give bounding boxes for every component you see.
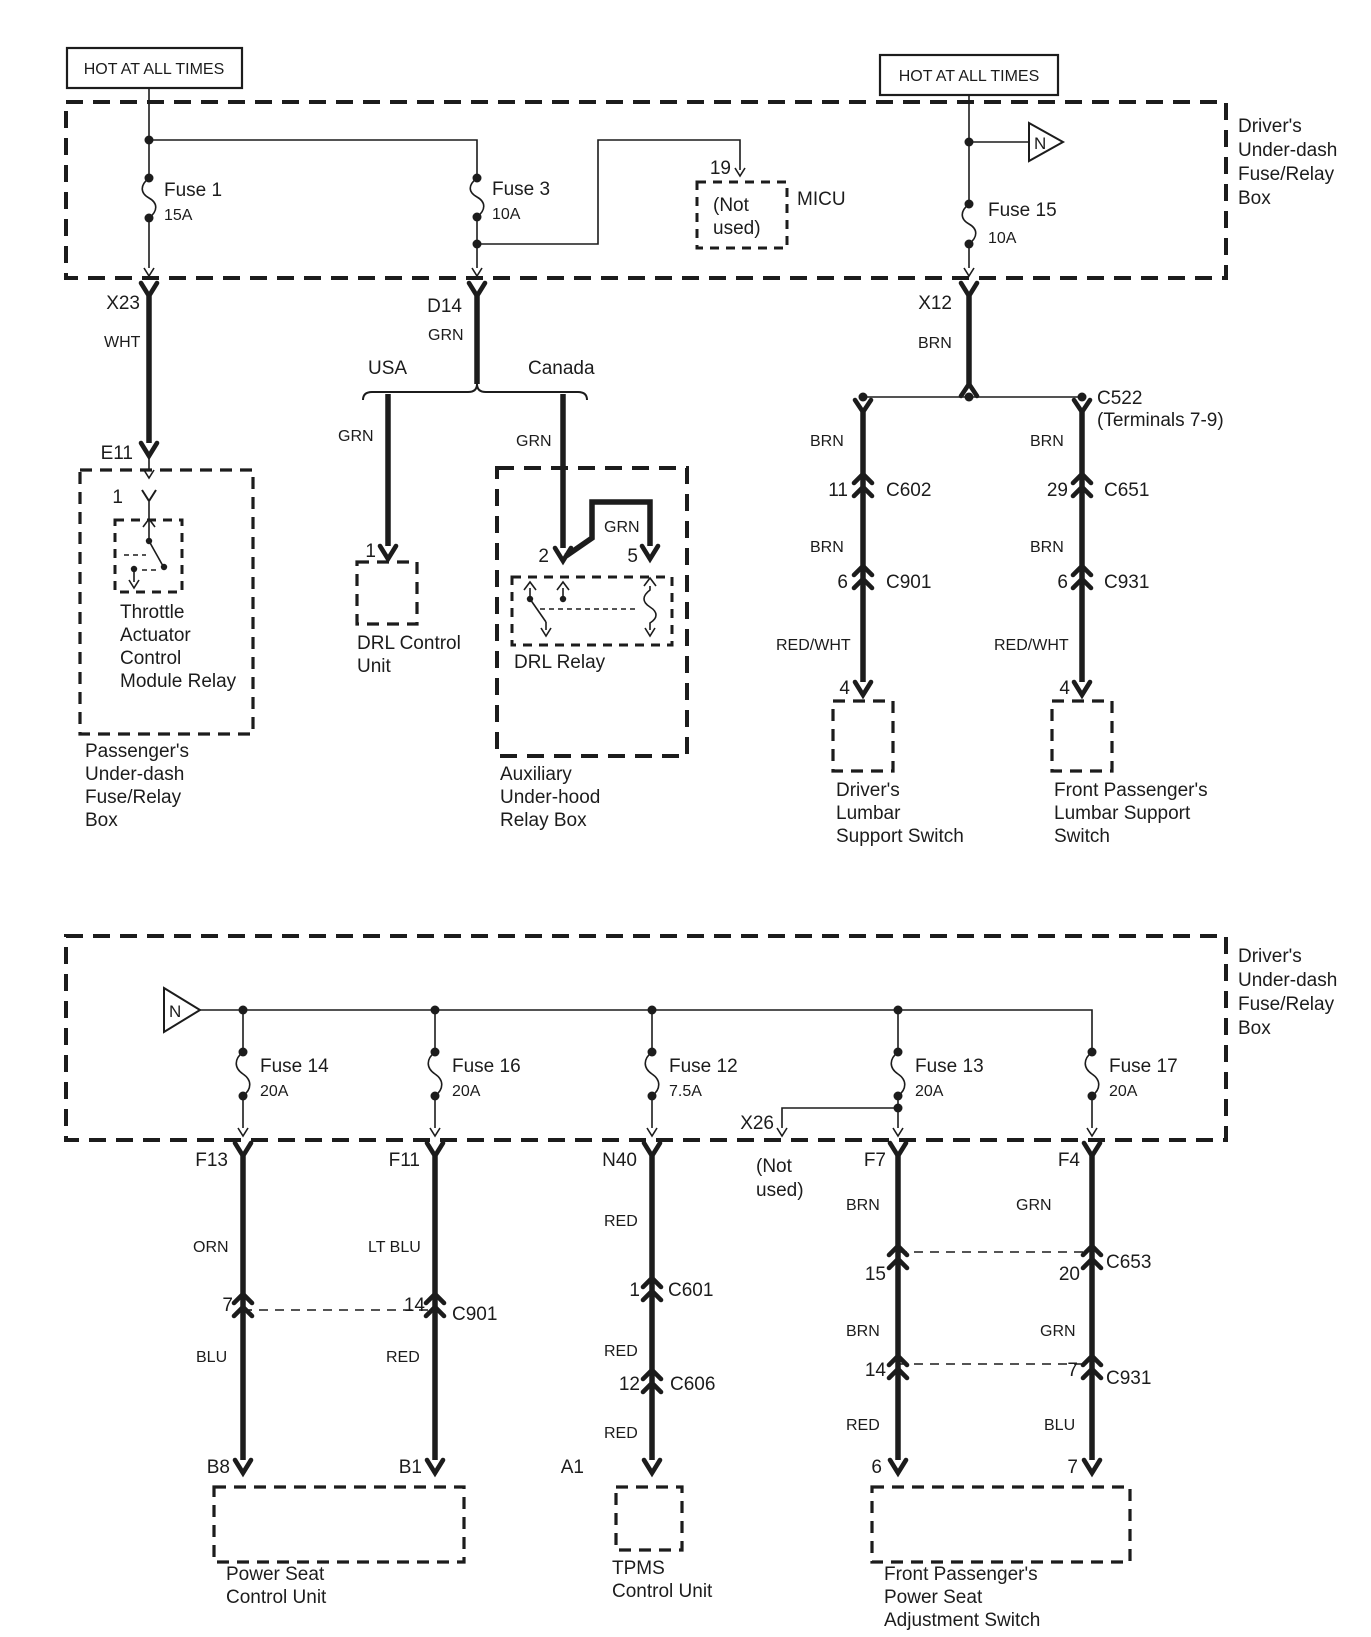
x12-label: X12 (918, 293, 952, 314)
drl-unit-label-2: Unit (357, 656, 391, 677)
usa-canada-brace-icon (363, 384, 587, 400)
svg-text:Module Relay: Module Relay (120, 671, 237, 692)
fuse14 (236, 1010, 329, 1136)
wire-color: ORN (193, 1239, 229, 1256)
micu-pin: 19 (709, 158, 731, 179)
fp-power-seat-switch (872, 1487, 1130, 1631)
svg-text:20A: 20A (260, 1083, 289, 1100)
aux-relay-box-label (500, 764, 600, 831)
passenger-lumbar-label-3: Switch (1054, 826, 1110, 847)
canada-label: Canada (528, 358, 595, 379)
fuse1-amp: 15A (164, 207, 193, 224)
passenger-lumbar-label-1: Front Passenger's (1054, 780, 1208, 801)
fuse3-symbol-icon (470, 178, 484, 217)
passenger-lumbar-label-2: Lumbar Support (1054, 803, 1191, 824)
connector-pin4-icon (855, 682, 871, 695)
fuse15-name: Fuse 15 (988, 200, 1057, 221)
c522-label-1: C522 (1097, 388, 1143, 409)
fuse12 (645, 1010, 737, 1136)
connector-branch-icon (855, 400, 871, 412)
top-fusebox-label-2: Under-dash (1238, 140, 1338, 161)
fuse15-branch (962, 95, 1063, 276)
x23-label: X23 (106, 293, 140, 314)
pin-label: 7 (1067, 1457, 1078, 1478)
pin-label: 6 (837, 572, 848, 593)
connector-pin7-icon (1084, 1460, 1100, 1473)
wire-color: BRN (810, 433, 844, 450)
arrow-down-icon (1087, 1128, 1097, 1136)
top-fusebox-label-1: Driver's (1238, 116, 1302, 137)
driver-lumbar-switch-box (833, 701, 893, 771)
svg-text:Auxiliary: Auxiliary (500, 764, 572, 785)
pin-label: 12 (618, 1374, 640, 1395)
connector-b1-icon (427, 1460, 443, 1473)
top-fusebox-label-4: Box (1238, 188, 1271, 209)
arrow-down-icon (238, 1128, 248, 1136)
svg-text:Fuse/Relay: Fuse/Relay (85, 787, 182, 808)
wire-color: BLU (196, 1349, 228, 1366)
arrow-down-icon (144, 268, 154, 276)
d14-branch (338, 283, 687, 831)
connector-label: C602 (886, 480, 932, 501)
connector-drl-unit-icon (380, 546, 396, 559)
wire-color: BRN (846, 1323, 880, 1340)
f7-column (846, 1143, 907, 1478)
svg-text:7.5A: 7.5A (669, 1083, 702, 1100)
connector-label: C901 (452, 1304, 498, 1325)
svg-text:Under-dash: Under-dash (85, 764, 185, 785)
connector-label: C653 (1106, 1252, 1152, 1273)
passenger-fusebox-label (85, 741, 189, 831)
pin-label: 1 (629, 1280, 640, 1301)
drl-relay-pin5: 5 (627, 546, 638, 567)
connector-label: C606 (670, 1374, 716, 1395)
f4-label: F4 (1057, 1150, 1080, 1171)
connector-branch-icon (1074, 400, 1090, 412)
pin-label: 14 (403, 1295, 425, 1316)
pin-label: 4 (1059, 678, 1070, 699)
f11-label: F11 (388, 1150, 420, 1171)
fuse3-name: Fuse 3 (492, 179, 551, 200)
fuse-symbol-icon (428, 1052, 442, 1096)
connector-a1-icon (644, 1460, 660, 1473)
connector-pin2-icon (555, 548, 571, 561)
connector-e11-icon (141, 443, 157, 456)
x23-branch (80, 283, 253, 831)
fuse16 (428, 1010, 520, 1136)
connector-f13-icon (235, 1143, 251, 1156)
relay-internals-icon (124, 502, 167, 588)
power-seat-control-unit (214, 1487, 464, 1608)
fuse13 (891, 1010, 983, 1136)
micu-notused-2: used) (713, 218, 761, 239)
connector-label: C931 (1106, 1368, 1152, 1389)
pin-label: 15 (864, 1264, 886, 1285)
svg-text:Under-dash: Under-dash (1238, 970, 1338, 991)
wire-color: RED (604, 1213, 638, 1230)
arrow-down-icon (430, 1128, 440, 1136)
pin-label: 6 (1057, 572, 1068, 593)
wire-color: GRN (1040, 1323, 1076, 1340)
tpms-control-unit (612, 1487, 713, 1602)
top-section (66, 48, 1337, 847)
wire-color: BRN (1030, 539, 1064, 556)
hot-at-all-times-left (67, 48, 242, 88)
wire-color: RED/WHT (776, 637, 851, 654)
hot-right-label: HOT AT ALL TIMES (898, 68, 1040, 85)
svg-text:20A: 20A (915, 1083, 944, 1100)
fuse-symbol-icon (891, 1052, 905, 1096)
svg-text:Box: Box (1238, 1018, 1271, 1039)
svg-text:Power Seat: Power Seat (884, 1587, 983, 1608)
arrow-down-icon (647, 1128, 657, 1136)
micu-label: MICU (797, 189, 846, 210)
driver-lumbar-label-3: Support Switch (836, 826, 964, 847)
svg-text:20A: 20A (452, 1083, 481, 1100)
e11-label: E11 (100, 443, 133, 464)
pin-label: 11 (828, 480, 848, 501)
connector-label: C931 (1104, 572, 1150, 593)
n40-column (561, 1143, 716, 1478)
pin-label: 4 (839, 678, 850, 699)
d14-wire-color: GRN (428, 327, 464, 344)
svg-text:Control Unit: Control Unit (226, 1587, 327, 1608)
pin-label: 29 (1046, 480, 1068, 501)
driver-lumbar-label-2: Lumbar (836, 803, 901, 824)
connector-pin6-icon (890, 1460, 906, 1473)
svg-text:Fuse 14: Fuse 14 (260, 1056, 329, 1077)
hot-left-label: HOT AT ALL TIMES (83, 61, 225, 78)
x12-wire-color: BRN (918, 335, 952, 352)
bottom-fusebox-border (66, 936, 1226, 1140)
loop-wire-color: GRN (604, 519, 640, 536)
svg-text:Fuse 17: Fuse 17 (1109, 1056, 1178, 1077)
connector-label: C901 (886, 572, 932, 593)
svg-text:Fuse/Relay: Fuse/Relay (1238, 994, 1335, 1015)
n-connector-letter: N (1034, 134, 1047, 153)
pin-label: 7 (1067, 1360, 1078, 1381)
svg-text:Control Unit: Control Unit (612, 1581, 713, 1602)
connector-label: C651 (1104, 480, 1150, 501)
bottom-bus-line (200, 1010, 1092, 1052)
fuse3-branch (470, 140, 845, 276)
svg-text:Passenger's: Passenger's (85, 741, 189, 762)
drl-relay-label: DRL Relay (514, 652, 606, 673)
connector-n40-icon (644, 1143, 660, 1156)
top-fusebox-border (66, 102, 1226, 278)
svg-text:Fuse 16: Fuse 16 (452, 1056, 521, 1077)
passenger-lumbar-column (994, 400, 1208, 847)
svg-text:Under-hood: Under-hood (500, 787, 601, 808)
wire-color: BRN (1030, 433, 1064, 450)
passenger-lumbar-switch-box (1052, 701, 1112, 771)
micu-notused-1: (Not (713, 195, 749, 216)
n-connector-letter: N (169, 1002, 182, 1021)
wire-color: BRN (846, 1197, 880, 1214)
tpms-box (616, 1487, 682, 1550)
fuse15-symbol-icon (962, 204, 976, 244)
wire-color: BRN (810, 539, 844, 556)
pin-label: 14 (864, 1360, 886, 1381)
throttle-relay-label (120, 602, 237, 692)
power-seat-box (214, 1487, 464, 1562)
pin-label: 7 (222, 1295, 233, 1316)
svg-text:TPMS: TPMS (612, 1558, 665, 1579)
c522-label-2: (Terminals 7-9) (1097, 410, 1224, 431)
fuse1-symbol-icon (142, 178, 156, 218)
svg-text:Driver's: Driver's (1238, 946, 1302, 967)
connector-pin4-icon (1074, 682, 1090, 695)
canada-wire-color: GRN (516, 433, 552, 450)
drl-relay-pin2: 2 (538, 546, 549, 567)
d14-label: D14 (427, 296, 462, 317)
usa-label: USA (368, 358, 408, 379)
connector-x23-icon (141, 283, 157, 296)
top-fusebox-label-3: Fuse/Relay (1238, 164, 1335, 185)
x26-label: X26 (740, 1113, 774, 1134)
fuse1-branch (142, 88, 477, 276)
wire-color: RED (386, 1349, 420, 1366)
svg-text:Actuator: Actuator (120, 625, 191, 646)
arrow-down-icon (472, 268, 482, 276)
arrow-down-icon (964, 268, 974, 276)
wire-color: LT BLU (368, 1239, 421, 1256)
relay-pin1: 1 (112, 487, 123, 508)
connector-f7-icon (890, 1143, 906, 1156)
connector-b8-icon (235, 1460, 251, 1473)
fuse3-amp: 10A (492, 206, 521, 223)
connector-f11-icon (427, 1143, 443, 1156)
svg-text:Power Seat: Power Seat (226, 1564, 325, 1585)
svg-text:Throttle: Throttle (120, 602, 185, 623)
x26-line (782, 1108, 898, 1128)
pin-label: 20 (1058, 1264, 1080, 1285)
driver-lumbar-label-1: Driver's (836, 780, 900, 801)
top-fusebox-label (1238, 116, 1337, 209)
usa-wire-color: GRN (338, 428, 374, 445)
f4-column (1016, 1143, 1151, 1478)
f13-column (193, 1143, 252, 1478)
fuse17 (1085, 1048, 1177, 1137)
fuse15-amp: 10A (988, 230, 1017, 247)
pin-label: B8 (206, 1457, 230, 1478)
f7-label: F7 (863, 1150, 886, 1171)
fuse-symbol-icon (236, 1052, 250, 1096)
x26-notused-2: used) (756, 1180, 804, 1201)
svg-text:Fuse 12: Fuse 12 (669, 1056, 738, 1077)
n40-label: N40 (602, 1150, 637, 1171)
drl-unit-label-1: DRL Control (357, 633, 461, 654)
f13-label: F13 (195, 1150, 228, 1171)
fuse-symbol-icon (645, 1052, 659, 1096)
arrow-down-icon (777, 1128, 787, 1136)
pin1-connector-icon (142, 490, 156, 501)
wire-color: RED (846, 1417, 880, 1434)
svg-text:Front Passenger's: Front Passenger's (884, 1564, 1038, 1585)
drl-relay-box (512, 577, 672, 645)
wire-color: RED/WHT (994, 637, 1069, 654)
wire-color: RED (604, 1425, 638, 1442)
driver-lumbar-column (776, 400, 964, 847)
svg-text:Control: Control (120, 648, 182, 669)
x26-notused-1: (Not (756, 1156, 792, 1177)
bottom-section (66, 936, 1337, 1631)
fuse-symbol-icon (1085, 1052, 1099, 1096)
connector-x12-icon (961, 283, 977, 296)
drl-relay-internals-icon (524, 578, 656, 636)
fp-seat-box (872, 1487, 1130, 1562)
connector-label: C601 (668, 1280, 714, 1301)
svg-text:Adjustment Switch: Adjustment Switch (884, 1610, 1041, 1631)
fuse1-name: Fuse 1 (164, 180, 223, 201)
pin-label: 6 (871, 1457, 882, 1478)
drl-unit-pin: 1 (365, 541, 376, 562)
svg-text:Fuse 13: Fuse 13 (915, 1056, 984, 1077)
arrow-down-icon (893, 1128, 903, 1136)
wire-color: GRN (1016, 1197, 1052, 1214)
pin-label: B1 (398, 1457, 422, 1478)
hot-at-all-times-right (880, 55, 1058, 95)
connector-f4-icon (1084, 1143, 1100, 1156)
bottom-fusebox-label (1238, 946, 1337, 1039)
x12-branch (776, 283, 1224, 847)
drl-control-unit-box (357, 562, 417, 624)
wire-color: RED (604, 1343, 638, 1360)
svg-text:Relay Box: Relay Box (500, 810, 587, 831)
pin-label: A1 (560, 1457, 584, 1478)
svg-text:20A: 20A (1109, 1083, 1138, 1100)
x23-wire-color: WHT (104, 334, 141, 351)
wire-color: BLU (1044, 1417, 1076, 1434)
connector-d14-icon (469, 283, 485, 296)
svg-text:Box: Box (85, 810, 118, 831)
connector-pin5-icon (642, 546, 658, 559)
